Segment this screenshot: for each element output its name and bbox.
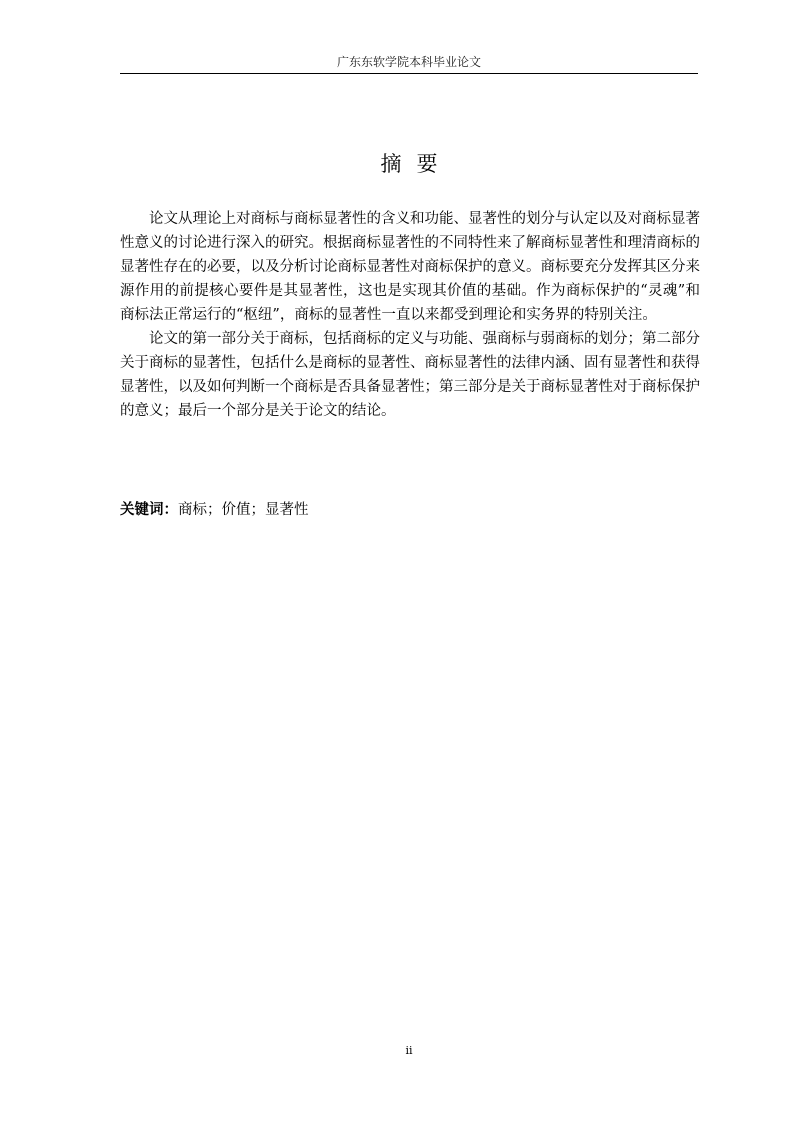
page-number: ii [405, 1044, 413, 1057]
abstract-title: 摘要 [380, 152, 453, 176]
abstract-paragraph-1: 论文从理论上对商标与商标显著性的含义和功能、显著性的划分与认定以及对商标显著性意义的讨论进行深入的研究。根据商标显著性的不同特性来了解商标显著性和理清商标的显著性存在的必要，以及分析讨论商标显著性对商标保护的意义。商标要充分发挥其区分来源作用的前提核心要件是其显著性，这也是实现其价值的基础。作为商标保护的“灵魂”和商标法正常运行的“枢纽”，商标的显著性一直以来都受到理论和实务界的特别关注。 [120, 211, 700, 323]
header-rule [120, 73, 698, 74]
running-header: 广东东软学院本科毕业论文 [336, 55, 481, 69]
abstract-body [120, 207, 700, 423]
keywords-values: 商标；价值；显著性 [178, 502, 309, 518]
abstract-paragraph-2: 论文的第一部分关于商标，包括商标的定义与功能、强商标与弱商标的划分；第二部分关于商标的显著性，包括什么是商标的显著性、商标显著性的法律内涵、固有显著性和获得显著性，以及如何判断一个商标是否具备显著性；第三部分是关于商标显著性对于商标保护的意义；最后一个部分是关于论文的结论。 [120, 331, 700, 419]
keywords-line [120, 498, 698, 522]
keywords-label: 关键词： [120, 502, 178, 518]
